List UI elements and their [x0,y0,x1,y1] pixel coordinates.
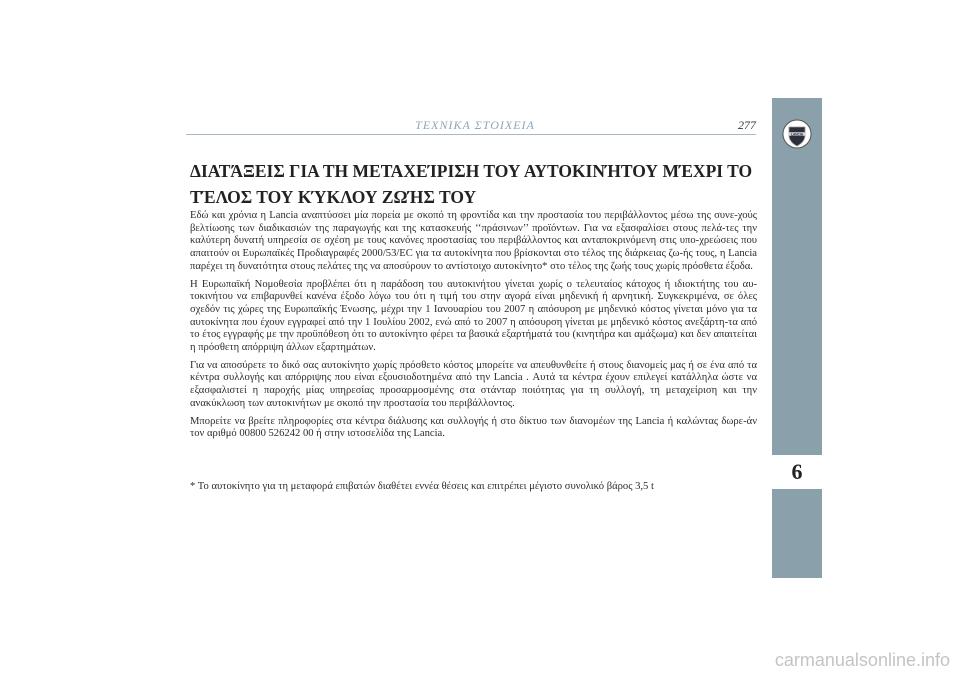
paragraph: Μπορείτε να βρείτε πληροφορίες στα κέντρα διάλυσης και συλλογής ή στο δίκτυο των διανομέων της Lancia ή καλώντας δωρε-άν τον αριθμό 00800 526242 00 ή στην ιστοσελίδα της Lancia. [190,415,757,440]
page-number: 277 [738,118,756,132]
watermark: carmanualsonline.info [774,650,950,670]
heading-line-2: ΤΈΛΟΣ ΤΟΥ ΚΎΚΛΟΥ ΖΩΉΣ ΤΟΥ [190,187,477,207]
page-heading [190,158,760,210]
logo-lettering: LANCIA [790,132,804,137]
paragraph: Για να αποσύρετε το δικό σας αυτοκίνητο χωρίς πρόσθετο κόστος μπορείτε να απευθυνθείτε ή στους διανομείς μας ή σε ένα από τα κέντρα συλλογής και απόρριψης που είναι εξουσιοδοτημένα από την Lancia . Αυτά τα κέντρα έχουν επιλεγεί κατάλληλα ώστε να εξασφαλιστεί η παροχής μίας υπηρεσίας προσαρμοσμένης στα στάνταρ ποιότητας για τη συλλογή, τη μεταχείριση και την ανακύκλωση των αυτοκινήτων με σκοπό την προστασία του περιβάλλοντος. [190,359,757,409]
paragraph: Η Ευρωπαϊκή Νομοθεσία προβλέπει ότι η παράδοση του αυτοκινήτου γίνεται χωρίς ο τελευταίος κάτοχος ή ιδιοκτήτης του αυ-τοκινήτου να επιβαρυνθεί κανένα έξοδο λόγω του ότι η τιμή του στην αγορά είναι μηδενική ή αρνητική. Συγκεκριμένα, σε όλες σχεδόν τις χώρες της Ευρωπαϊκής Ένωσης, μέχρι την 1 Ιανουαρίου του 2007 η απόσυρση με μηδενικό κόστος γίνεται μόνο για τα αυτοκίνητα που έχουν εγγραφεί από την 1 Ιουλίου 2002, ενώ από το 2007 η απόσυρση γίνεται με μηδενικό κόστος ανεξάρτη-τα από το έτος εγγραφής με την προϋπόθεση ότι το αυτοκίνητο φέρει τα βασικά εξαρτήματά του (κινητήρα και αμάξωμα) και δεν απαιτείται η πρόσθετη απόρριψη άλλων εξαρτημάτων. [190,278,757,354]
heading-line-1: ΔΙΑΤΆΞΕΙΣ ΓΙΑ ΤΗ ΜΕΤΑΧΕΊΡΙΣΗ ΤΟΥ ΑΥΤΟΚΙΝΉΤΟΥ ΜΈΧΡΙ ΤΟ [190,161,753,181]
header-divider [186,134,756,135]
chapter-side-tab [772,98,822,578]
chapter-number[interactable]: 6 [772,454,822,490]
section-title: ΤΕΧΝΙΚΑ ΣΤΟΙΧΕΙΑ [415,118,535,132]
body-text [190,210,757,446]
lancia-logo-icon [782,119,812,149]
footnote: * Το αυτοκίνητο για τη μεταφορά επιβατών διαθέτει εννέα θέσεις και επιτρέπει μέγιστο συνολικό βάρος 3,5 t [190,481,654,492]
paragraph: Εδώ και χρόνια η Lancia αναπτύσσει μία πορεία με σκοπό τη φροντίδα και την προστασία του περιβάλλοντος μέσω της συνε-χούς βελτίωσης των διαδικασιών της παραγωγής και της κατασκευής ‘‘πράσινων’’ προϊόντων. Για να εξασφαλίσει στους πελά-τες την καλύτερη δυνατή υπηρεσία σε σχέση με τους κανόνες προστασίας του περιβάλλοντος και ανταποκρινόμενη στις υπο-χρεώσεις που απαιτούν οι Ευρωπαϊκές Προδιαγραφές 2000/53/EC για τα αυτοκίνητα που βρίσκονται στο τέλος της διάρκειας ζω-ής τους, η Lancia παρέχει τη δυνατότητα στους πελάτες της να αποσύρουν το αντίστοιχο αυτοκίνητο* στο τέλος της ζωής τους χωρίς πρόσθετα έξοδα. [190,210,757,272]
